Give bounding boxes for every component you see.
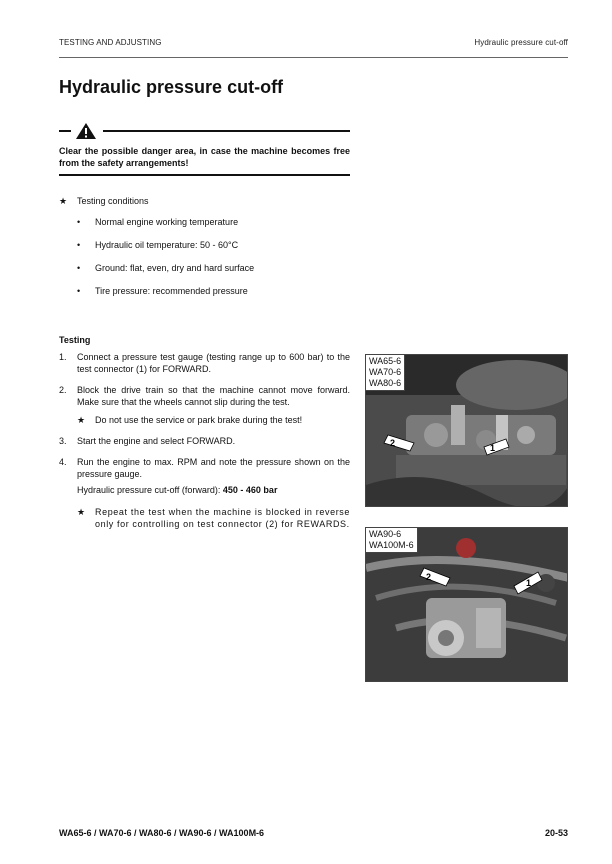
- step-2-note: ★ Do not use the service or park brake during the test!: [77, 415, 303, 425]
- star-icon: ★: [77, 415, 86, 425]
- photo-wa65-wa80: [365, 354, 568, 507]
- warning-triangle-icon: [75, 122, 97, 140]
- step-1: 1. Connect a pressure test gauge (testing range up to 600 bar) to the test connector (1) for FORWARD.: [59, 352, 350, 374]
- photo-model-label: WA90-6 WA100M-6: [366, 528, 418, 553]
- page-title: Hydraulic pressure cut-off: [59, 77, 284, 97]
- star-icon: ★: [77, 507, 86, 517]
- pressure-spec: Hydraulic pressure cut-off (forward): 450 - 460 bar: [77, 485, 278, 495]
- star-icon: ★: [59, 196, 68, 206]
- testing-conditions-list: [77, 217, 254, 309]
- list-item: • Tire pressure: recommended pressure: [77, 286, 248, 296]
- svg-text:1: 1: [490, 443, 496, 453]
- testing-steps: [59, 351, 350, 530]
- warning-text: Clear the possible danger area, in case the machine becomes free from the safety arrangements!: [59, 146, 350, 168]
- svg-text:1: 1: [526, 578, 532, 588]
- testing-conditions-heading: ★ Testing conditions: [59, 196, 149, 206]
- step-2: 2. Block the drive train so that the machine cannot move forward. Make sure that the wheels cannot slip during the test.: [59, 385, 350, 407]
- photo-model-label: WA65-6 WA70-6 WA80-6: [366, 355, 405, 391]
- list-item: • Hydraulic oil temperature: 50 - 60°C: [77, 240, 239, 250]
- footer-models: WA65-6 / WA70-6 / WA80-6 / WA90-6 / WA100M-6: [59, 828, 265, 838]
- step-4: 4. Run the engine to max. RPM and note the pressure shown on the pressure gauge.: [59, 457, 350, 479]
- step-3: 3. Start the engine and select FORWARD.: [59, 436, 236, 446]
- header-rule: [59, 57, 568, 58]
- svg-text:2: 2: [390, 438, 396, 448]
- list-item: • Ground: flat, even, dry and hard surface: [77, 263, 255, 273]
- testing-heading: Testing: [59, 335, 91, 345]
- page-number: 20-53: [544, 828, 568, 838]
- reverse-note: ★ Repeat the test when the machine is blocked in reverse only for controlling on test connector (2) for REWARDS.: [77, 507, 350, 529]
- running-header-topic: Hydraulic pressure cut-off: [474, 38, 568, 47]
- photo-wa90-wa100m: [365, 527, 568, 682]
- list-item: • Normal engine working temperature: [77, 217, 239, 227]
- running-header-section: TESTING AND ADJUSTING: [59, 38, 162, 47]
- warning-box: [59, 121, 350, 176]
- svg-text:2: 2: [426, 572, 432, 582]
